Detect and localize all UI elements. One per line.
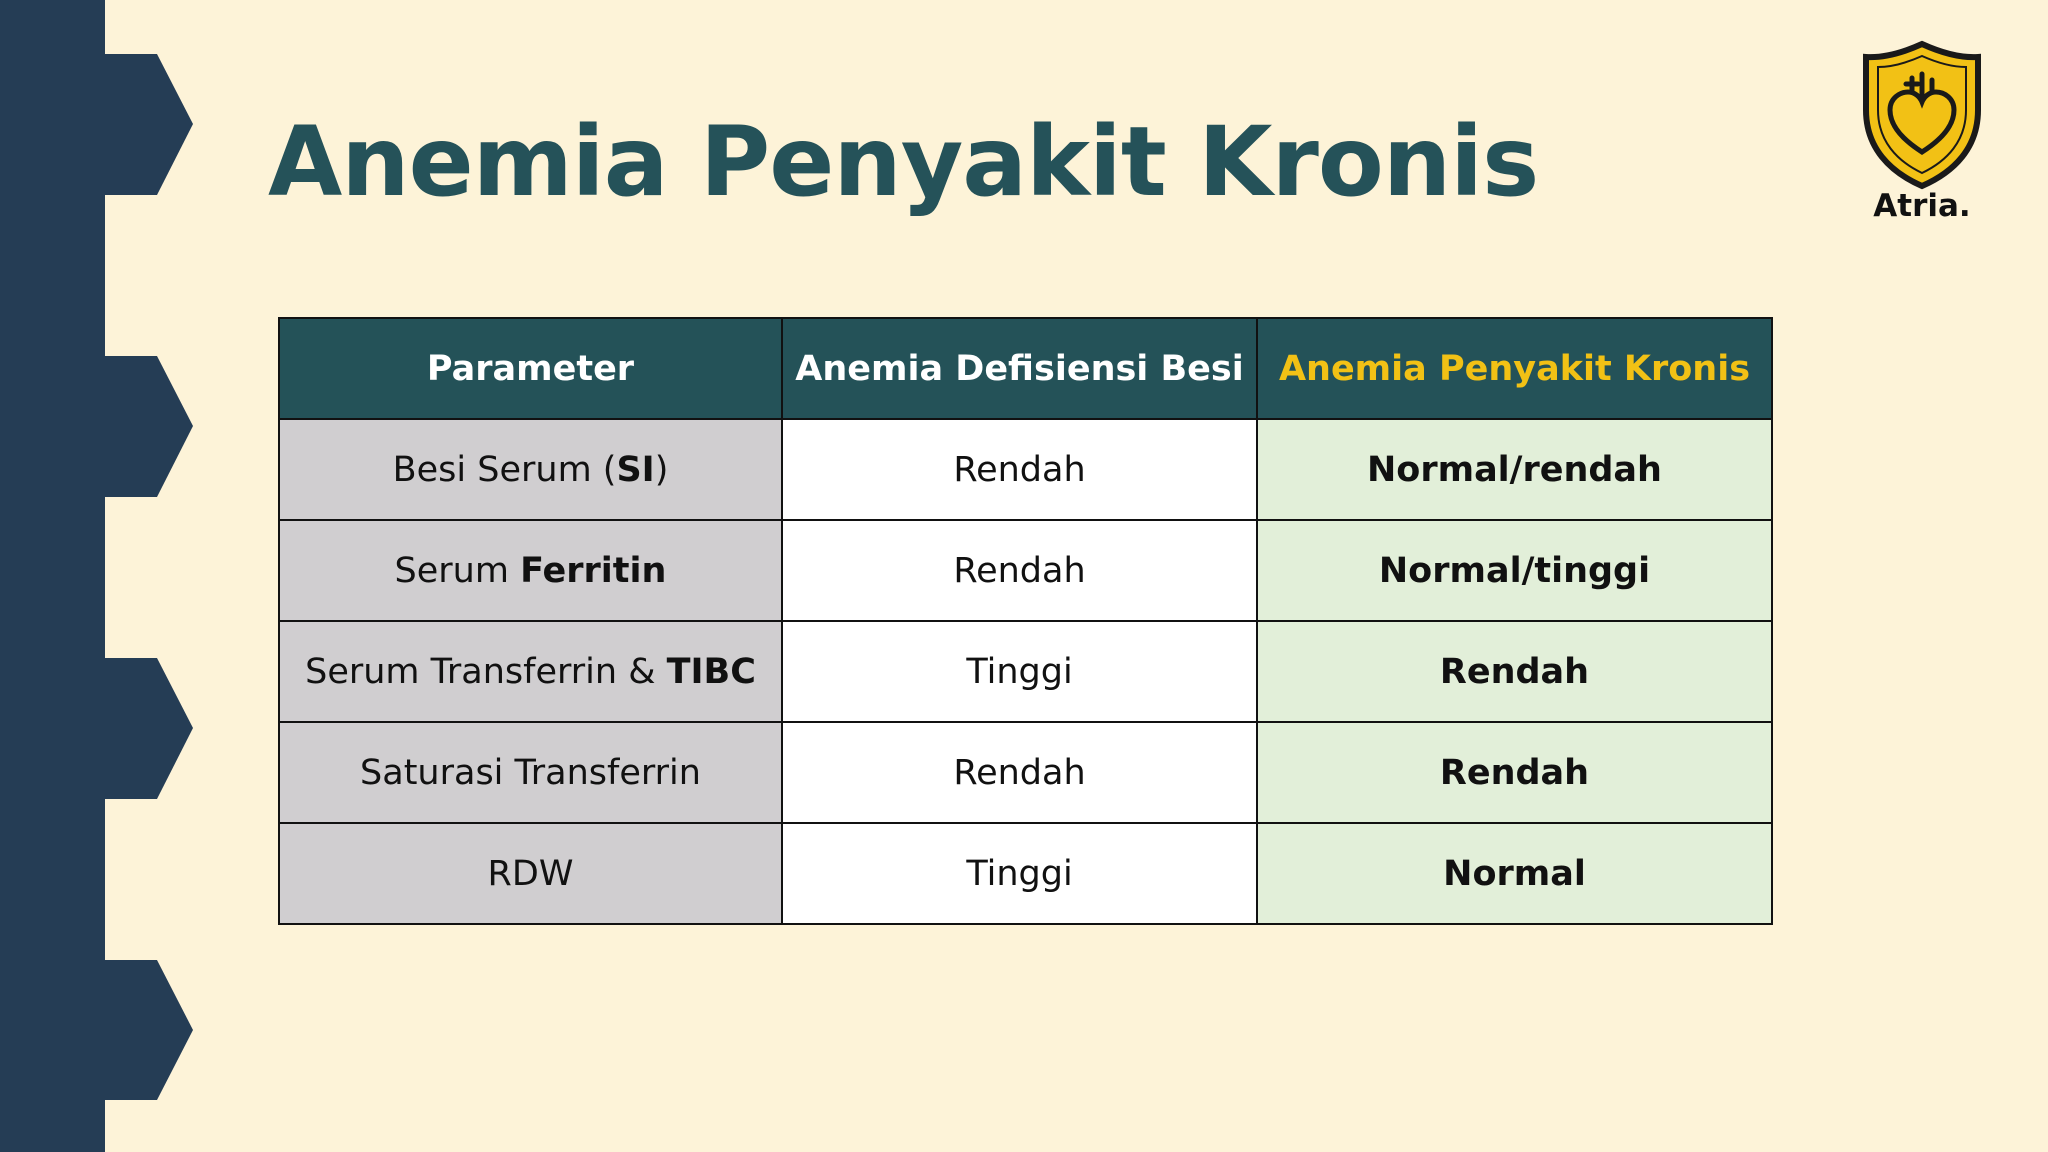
parameter-cell	[279, 419, 782, 520]
table-row	[279, 520, 1772, 621]
chevron-shape	[104, 356, 193, 497]
parameter-cell	[279, 621, 782, 722]
adb-value-cell: Rendah	[782, 419, 1257, 520]
comparison-table	[278, 317, 1773, 925]
apk-value-cell: Rendah	[1257, 722, 1772, 823]
chevron-shape	[104, 960, 193, 1100]
parameter-cell	[279, 722, 782, 823]
chevron-shape	[104, 658, 193, 799]
parameter-text: RDW	[487, 853, 574, 894]
apk-value-cell: Normal/tinggi	[1257, 520, 1772, 621]
parameter-suffix: )	[654, 449, 669, 490]
apk-value-cell: Normal/rendah	[1257, 419, 1772, 520]
parameter-text: Saturasi Transferrin	[360, 752, 701, 793]
table-row	[279, 823, 1772, 924]
parameter-bold-text: Ferritin	[520, 550, 667, 591]
adb-value-cell: Tinggi	[782, 823, 1257, 924]
brand-logo	[1850, 40, 1990, 230]
adb-value-cell: Tinggi	[782, 621, 1257, 722]
parameter-bold-text: TIBC	[666, 651, 756, 692]
parameter-cell	[279, 823, 782, 924]
table-header-row	[279, 318, 1772, 419]
left-chevron-decorations	[0, 0, 200, 1152]
parameter-text: Serum Transferrin &	[305, 651, 667, 692]
heart-shield-icon	[1860, 40, 1984, 190]
chevron-shape	[104, 54, 193, 195]
parameter-cell	[279, 520, 782, 621]
header-anemia-defisiensi-besi: Anemia Defisiensi Besi	[782, 318, 1257, 419]
parameter-text: Besi Serum (	[392, 449, 617, 490]
apk-value-cell: Normal	[1257, 823, 1772, 924]
table-row	[279, 419, 1772, 520]
header-parameter: Parameter	[279, 318, 782, 419]
table-row	[279, 722, 1772, 823]
parameter-bold-text: SI	[616, 449, 655, 490]
parameter-text: Serum	[394, 550, 521, 591]
apk-value-cell: Rendah	[1257, 621, 1772, 722]
adb-value-cell: Rendah	[782, 722, 1257, 823]
header-anemia-penyakit-kronis: Anemia Penyakit Kronis	[1257, 318, 1772, 419]
logo-wordmark: Atria.	[1873, 188, 1971, 224]
slide-title: Anemia Penyakit Kronis	[268, 106, 1539, 218]
adb-value-cell: Rendah	[782, 520, 1257, 621]
table-row	[279, 621, 1772, 722]
